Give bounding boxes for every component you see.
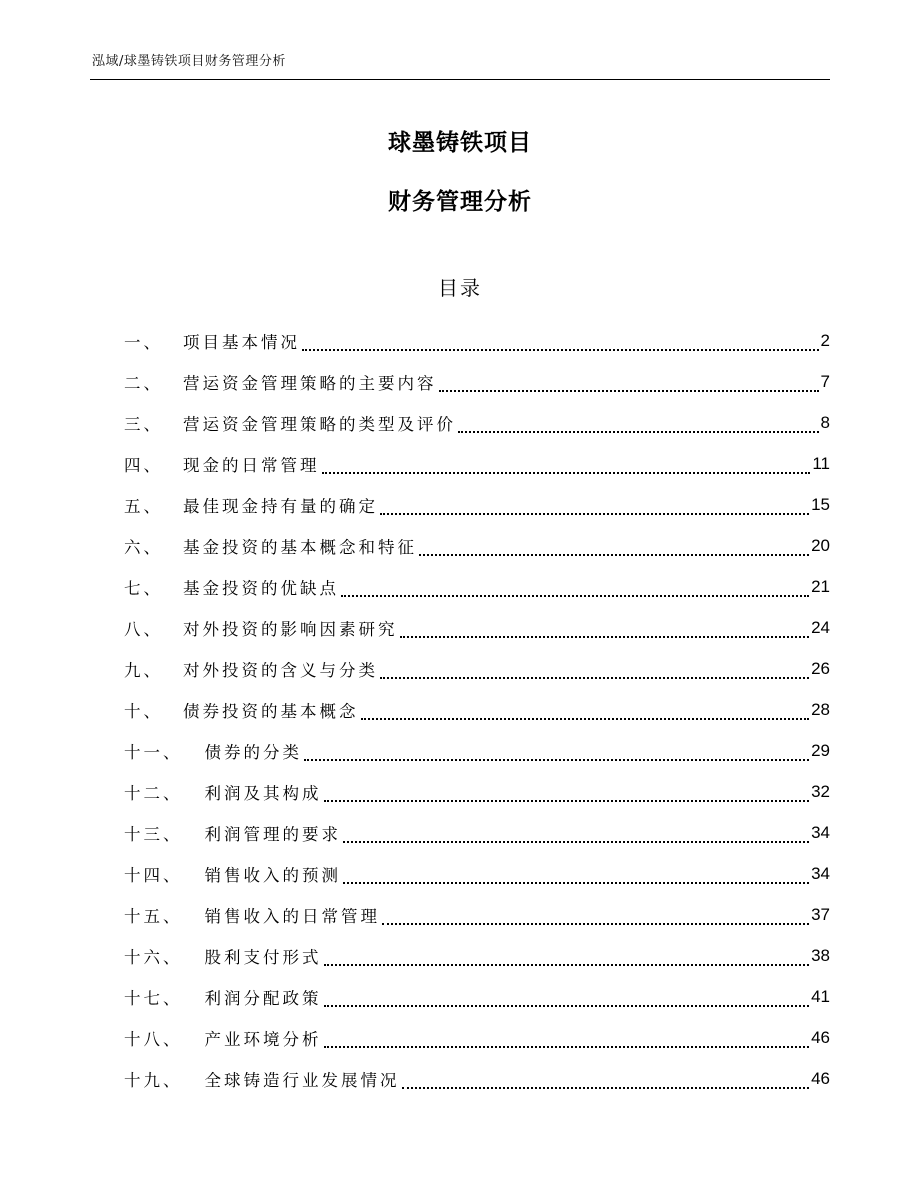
toc-dot-leader [324,950,810,966]
toc-entry-label: 对外投资的含义与分类 [183,660,378,680]
toc-entry-page-number: 2 [820,330,830,350]
toc-entry-label: 营运资金管理策略的主要内容 [183,373,437,393]
toc-dot-leader [302,335,819,351]
toc-entry-label: 债券投资的基本概念 [183,701,359,721]
toc-entry[interactable] [124,976,830,1017]
toc-entry-label: 项目基本情况 [183,332,300,352]
toc-entry[interactable] [124,771,830,812]
header-divider [90,79,830,80]
toc-entry-page-number: 34 [811,863,830,883]
toc-entry[interactable] [124,689,830,730]
toc-dot-leader [382,909,809,925]
toc-entry-page-number: 8 [820,412,830,432]
toc-dot-leader [380,663,809,679]
toc-dot-leader [400,622,810,638]
toc-entry[interactable] [124,320,830,361]
toc-entry-number: 一、 [124,332,163,352]
table-of-contents [124,320,830,1099]
toc-entry-label: 债券的分类 [204,742,302,762]
toc-entry-label: 股利支付形式 [204,947,322,967]
toc-entry-label: 现金的日常管理 [183,455,320,475]
toc-entry-label: 对外投资的影响因素研究 [183,619,398,639]
toc-dot-leader [343,868,809,884]
toc-entry-page-number: 41 [811,986,830,1006]
toc-entry-number: 十六、 [124,947,183,967]
toc-entry-label: 销售收入的日常管理 [204,906,380,926]
toc-entry[interactable] [124,894,830,935]
toc-entry-number: 四、 [124,455,163,475]
toc-entry[interactable] [124,1058,830,1099]
toc-entry-page-number: 46 [811,1027,830,1047]
toc-dot-leader [324,1032,810,1048]
toc-entry-page-number: 24 [811,617,830,637]
toc-entry-number: 十九、 [124,1070,183,1090]
toc-entry-label: 利润分配政策 [204,988,322,1008]
toc-entry-number: 十二、 [124,783,183,803]
toc-entry-page-number: 21 [811,576,830,596]
toc-entry-page-number: 37 [811,904,830,924]
toc-entry-number: 十八、 [124,1029,183,1049]
document-title-line1: 球墨铸铁项目 [388,130,532,156]
toc-dot-leader [380,499,809,515]
toc-entry[interactable] [124,566,830,607]
toc-entry[interactable] [124,607,830,648]
toc-entry-number: 九、 [124,660,163,680]
toc-dot-leader [322,458,811,474]
toc-entry-page-number: 32 [811,781,830,801]
toc-dot-leader [304,745,809,761]
toc-dot-leader [361,704,810,720]
toc-entry-page-number: 20 [811,535,830,555]
toc-entry-number: 六、 [124,537,163,557]
toc-entry-number: 十五、 [124,906,183,926]
toc-entry-number: 十七、 [124,988,183,1008]
toc-entry-label: 利润及其构成 [204,783,322,803]
toc-entry-page-number: 29 [811,740,830,760]
toc-entry-page-number: 28 [811,699,830,719]
toc-entry[interactable] [124,361,830,402]
toc-entry-label: 产业环境分析 [204,1029,322,1049]
toc-dot-leader [439,376,819,392]
toc-entry-page-number: 46 [811,1068,830,1088]
toc-entry-number: 五、 [124,496,163,516]
toc-entry-page-number: 11 [812,453,830,473]
toc-entry-number: 二、 [124,373,163,393]
toc-entry[interactable] [124,648,830,689]
toc-entry-label: 基金投资的优缺点 [183,578,339,598]
toc-entry[interactable] [124,525,830,566]
toc-entry-label: 基金投资的基本概念和特征 [183,537,417,557]
toc-heading: 目录 [438,276,482,300]
toc-entry[interactable] [124,730,830,771]
toc-entry-page-number: 38 [811,945,830,965]
toc-entry-label: 利润管理的要求 [204,824,341,844]
toc-entry-number: 十一、 [124,742,183,762]
toc-entry-page-number: 15 [811,494,830,514]
toc-entry[interactable] [124,1017,830,1058]
toc-entry-number: 八、 [124,619,163,639]
toc-entry-number: 十、 [124,701,163,721]
toc-entry-label: 营运资金管理策略的类型及评价 [183,414,456,434]
toc-entry-number: 七、 [124,578,163,598]
toc-entry-number: 十三、 [124,824,183,844]
toc-entry-page-number: 7 [820,371,830,391]
toc-entry-label: 最佳现金持有量的确定 [183,496,378,516]
toc-entry[interactable] [124,935,830,976]
toc-entry[interactable] [124,402,830,443]
document-title-line2: 财务管理分析 [388,189,532,215]
toc-entry[interactable] [124,443,830,484]
toc-dot-leader [324,786,810,802]
toc-dot-leader [419,540,809,556]
toc-entry-label: 全球铸造行业发展情况 [204,1070,400,1090]
toc-entry-page-number: 26 [811,658,830,678]
toc-entry-number: 十四、 [124,865,183,885]
toc-entry[interactable] [124,853,830,894]
toc-entry[interactable] [124,812,830,853]
toc-entry-page-number: 34 [811,822,830,842]
toc-dot-leader [343,827,809,843]
toc-dot-leader [324,991,810,1007]
toc-dot-leader [458,417,819,433]
toc-dot-leader [402,1073,810,1089]
running-header: 泓域/球墨铸铁项目财务管理分析 [92,54,286,69]
toc-entry-number: 三、 [124,414,163,434]
toc-entry[interactable] [124,484,830,525]
toc-entry-label: 销售收入的预测 [204,865,341,885]
toc-dot-leader [341,581,809,597]
